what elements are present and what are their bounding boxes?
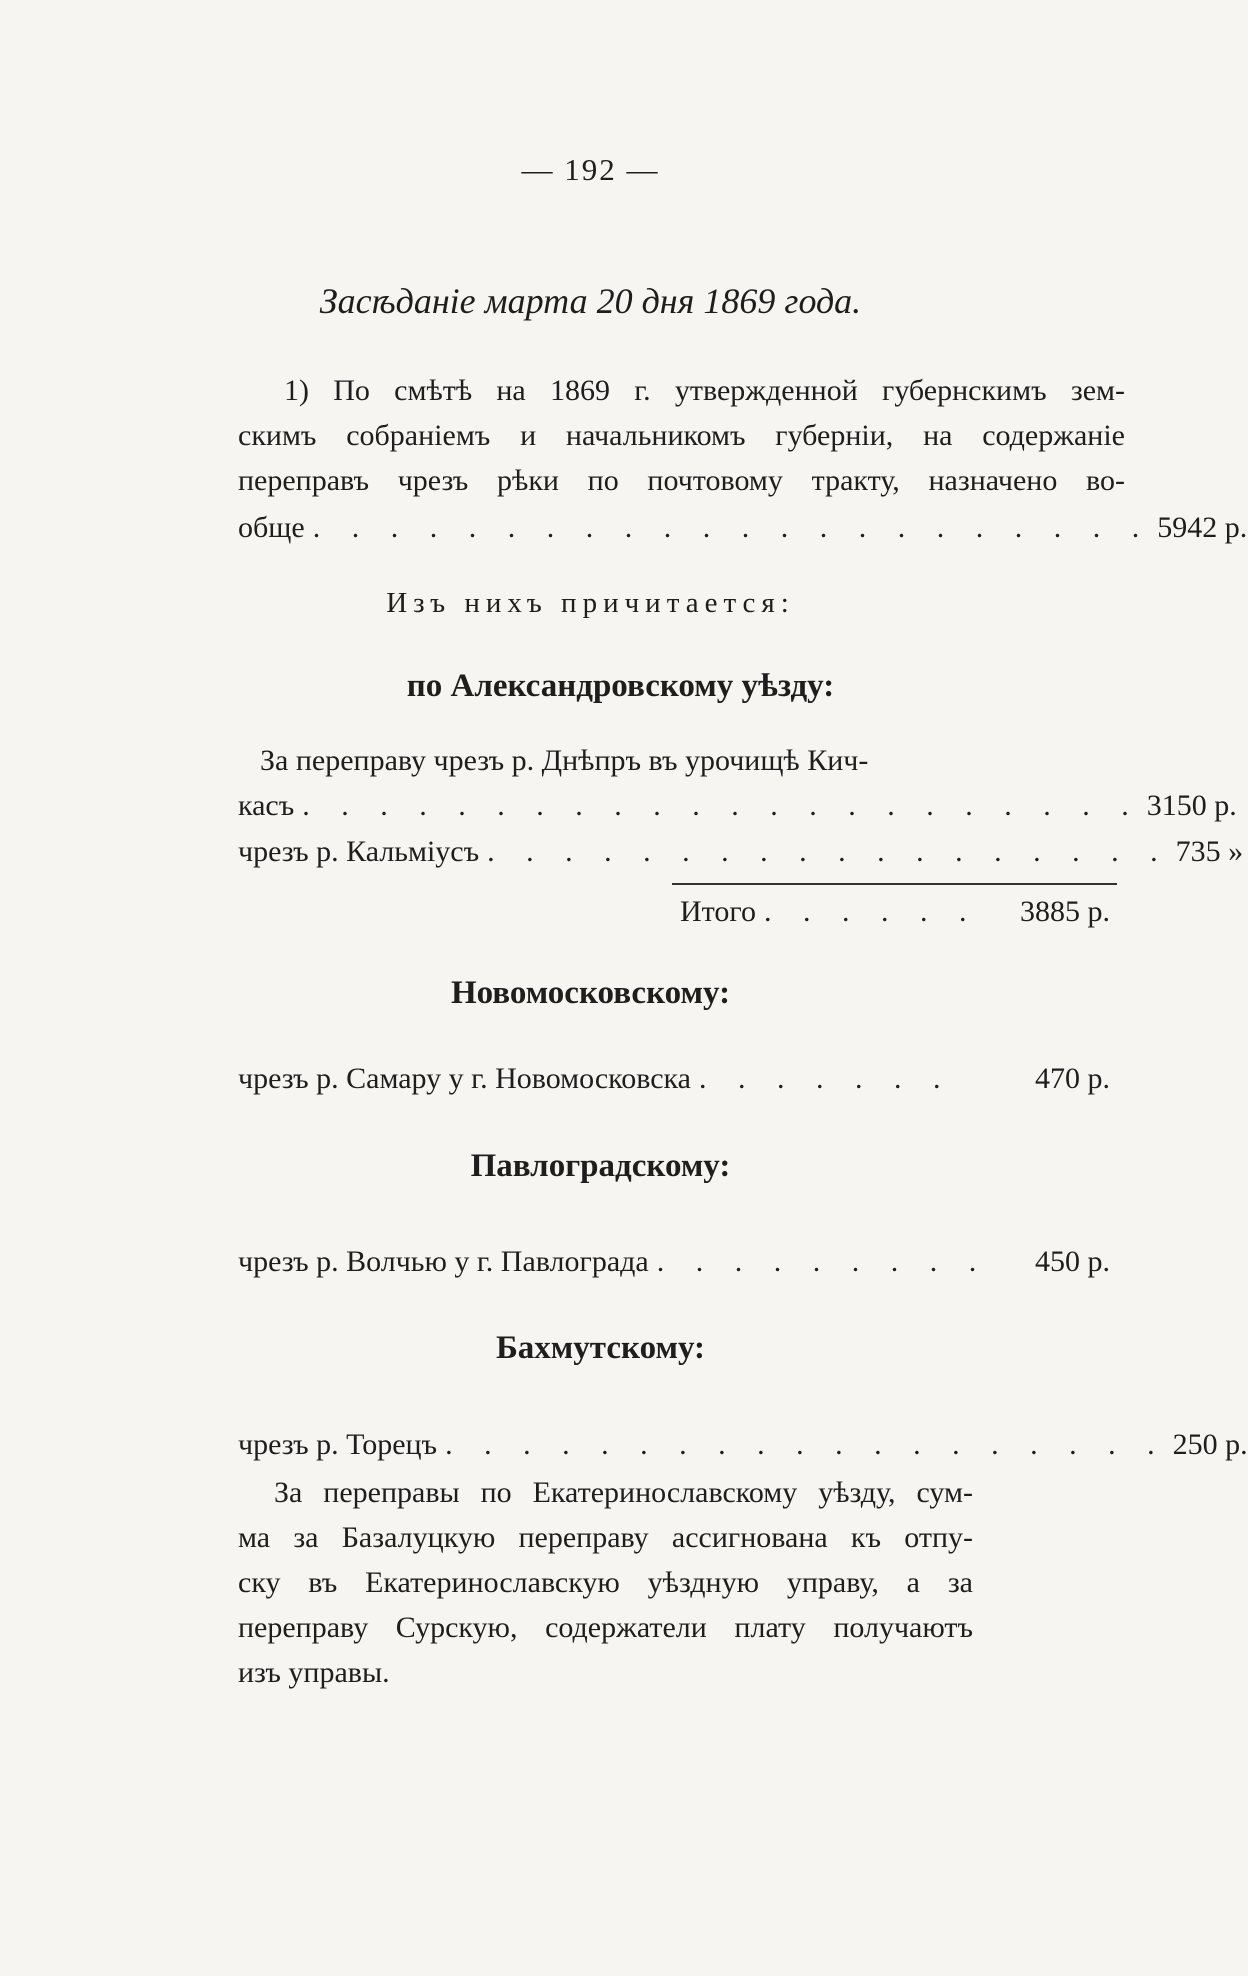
- table-row: [238, 784, 1237, 828]
- intro-total-row: [238, 506, 1248, 550]
- row-amount: 250 р.: [1172, 1428, 1248, 1461]
- table-row: [238, 1240, 1110, 1284]
- paragraph-line: переправу Сурскую, содержатели плату получаютъ: [238, 1611, 973, 1644]
- row-amount: 735 »: [1175, 835, 1244, 868]
- paragraph-line: переправъ чрезъ рѣки по почтовому тракту, назначено во-: [238, 464, 1125, 497]
- dot-leader: . . . . . . . . . . . . . . . . . . .: [445, 1428, 1167, 1461]
- closing-paragraph: [238, 1470, 973, 1695]
- section-heading-bakhmutsky: Бахмутскому:: [495, 1330, 706, 1366]
- row-label: обще: [238, 511, 305, 544]
- row-amount: 5942 р.: [1157, 511, 1248, 544]
- aleksandrovsky-intro: [260, 738, 1020, 783]
- session-title: Засѣданіе марта 20 дня 1869 года.: [319, 281, 862, 321]
- paragraph-line: скимъ собраніемъ и начальникомъ губерніи, на содержаніе: [238, 419, 1125, 452]
- row-amount: 470 р.: [1035, 1062, 1110, 1095]
- row-amount: 450 р.: [1035, 1245, 1110, 1278]
- paragraph-line: ма за Базалуцкую переправу ассигнована къ отпу-: [238, 1521, 973, 1554]
- dot-leader: . . . . . . . . . . . . . . . . . .: [487, 835, 1170, 868]
- section-heading-novomoskovsky: Новомосковскому:: [450, 975, 731, 1011]
- intro-paragraph: [238, 368, 1125, 503]
- dot-leader: . . . . . . . . . . . . . . . . . . . . . .: [312, 511, 1152, 544]
- sum-divider: [672, 883, 1117, 885]
- total-label: Итого: [680, 895, 756, 928]
- paragraph-line: За переправу чрезъ р. Днѣпръ въ урочищѣ Кич-: [260, 744, 869, 777]
- table-row: [238, 1423, 1248, 1467]
- total-row: [680, 890, 1110, 934]
- row-label: чрезъ р. Волчью у г. Павлограда: [238, 1245, 649, 1278]
- row-label: чрезъ р. Торецъ: [238, 1428, 438, 1461]
- row-amount: 3150 р.: [1146, 789, 1237, 822]
- dot-leader: . . . . . . . . .: [656, 1245, 989, 1278]
- table-row: [238, 1057, 1110, 1101]
- section-heading-pavlogradsky: Павлоградскому:: [470, 1148, 731, 1184]
- paragraph-line: 1) По смѣтѣ на 1869 г. утвержденной губернскимъ зем-: [284, 374, 1125, 407]
- row-label: касъ: [238, 789, 295, 822]
- dot-leader: . . . . . . .: [698, 1062, 953, 1095]
- paragraph-line: За переправы по Екатеринославскому уѣзду, сум-: [274, 1476, 973, 1509]
- subheading: Изъ нихъ причитается:: [386, 587, 795, 619]
- table-row: [238, 830, 1244, 874]
- page-number: — 192 —: [521, 152, 660, 187]
- row-label: чрезъ р. Самару у г. Новомосковска: [238, 1062, 691, 1095]
- row-label: чрезъ р. Кальміусъ: [238, 835, 480, 868]
- paragraph-line: изъ управы.: [238, 1656, 390, 1689]
- dot-leader: . . . . . . . . . . . . . . . . . . . . . .: [302, 789, 1141, 822]
- total-amount: 3885 р.: [1020, 895, 1110, 928]
- dot-leader: . . . . . .: [763, 895, 979, 928]
- paragraph-line: ску въ Екатеринославскую уѣздную управу, а за: [238, 1566, 973, 1599]
- section-heading-aleksandrovsky: по Александровскому уѣзду:: [406, 668, 835, 704]
